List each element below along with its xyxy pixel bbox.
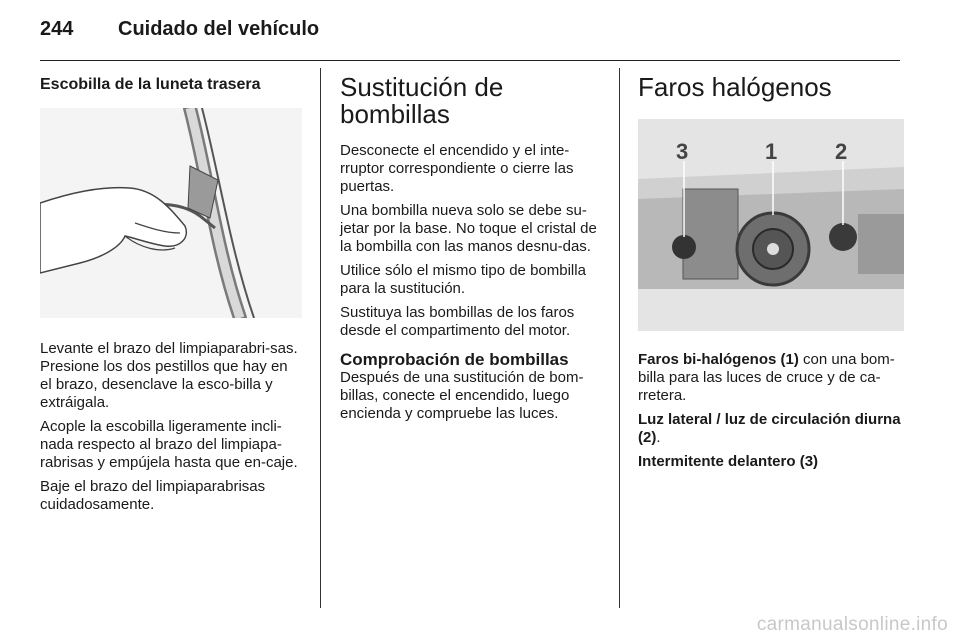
halogen-item-1 bbox=[638, 351, 904, 405]
halogen-heading: Faros halógenos bbox=[638, 72, 832, 102]
halogen-item-1-text: con una bom-billa para las luces de cruce y de ca-rretera. bbox=[638, 351, 895, 404]
column-bulbs bbox=[340, 72, 602, 429]
halogen-item-2-label: Luz lateral / luz de circulación diurna (2) bbox=[638, 411, 901, 446]
bulbs-paragraph-3: Utilice sólo el mismo tipo de bombilla para la sustitución. bbox=[340, 262, 586, 297]
column-halogen bbox=[638, 72, 904, 477]
wiper-paragraph-3: Baje el brazo del limpiaparabrisas cuidadosamente. bbox=[40, 478, 266, 513]
headlamp-photo bbox=[638, 119, 904, 331]
callout-3: 3 bbox=[676, 139, 689, 164]
halogen-item-3 bbox=[638, 453, 904, 471]
wiper-paragraph-2: Acople la escobilla ligeramente incli-nada respecto al brazo del limpiapa-rabrisas y empújela hasta que en-caje. bbox=[40, 418, 298, 471]
bulbs-paragraph-4: Sustituya las bombillas de los faros desde el compartimento del motor. bbox=[340, 304, 575, 339]
column-wiper bbox=[40, 72, 302, 520]
section-title: Cuidado del vehículo bbox=[118, 18, 320, 40]
wiper-paragraph-1: Levante el brazo del limpiaparabri-sas. Presione los dos pestillos que hay en el brazo, desenclave la esco-billa y extráigala. bbox=[40, 340, 298, 411]
callout-2: 2 bbox=[835, 139, 848, 164]
column-divider-2 bbox=[619, 68, 620, 608]
bulbs-paragraph-2: Una bombilla nueva solo se debe su-jetar por la base. No toque el cristal de la bombilla con las manos desnu-das. bbox=[340, 202, 597, 255]
bulb-check-heading: Comprobación de bombillas bbox=[340, 350, 569, 369]
page-header bbox=[40, 18, 319, 41]
wiper-heading: Escobilla de la luneta trasera bbox=[40, 76, 261, 93]
halogen-item-3-label: Intermitente delantero (3) bbox=[638, 453, 819, 470]
bulbs-heading: Sustitución de bombillas bbox=[340, 72, 504, 129]
halogen-item-2-text: . bbox=[656, 429, 661, 446]
column-divider-1 bbox=[320, 68, 321, 608]
bulbs-paragraph-1: Desconecte el encendido y el inte-rruptor correspondiente o cierre las puertas. bbox=[340, 142, 574, 195]
bulb-check-paragraph: Después de una sustitución de bom-billas, conecte el encendido, luego encienda y compruebe las luces. bbox=[340, 369, 584, 422]
callout-1: 1 bbox=[765, 139, 778, 164]
halogen-item-1-label: Faros bi-halógenos (1) bbox=[638, 351, 799, 368]
page-number: 244 bbox=[40, 18, 74, 40]
wiper-illustration bbox=[40, 108, 302, 318]
watermark: carmanualsonline.info bbox=[756, 614, 948, 635]
header-rule bbox=[40, 60, 900, 61]
halogen-item-2 bbox=[638, 411, 904, 447]
